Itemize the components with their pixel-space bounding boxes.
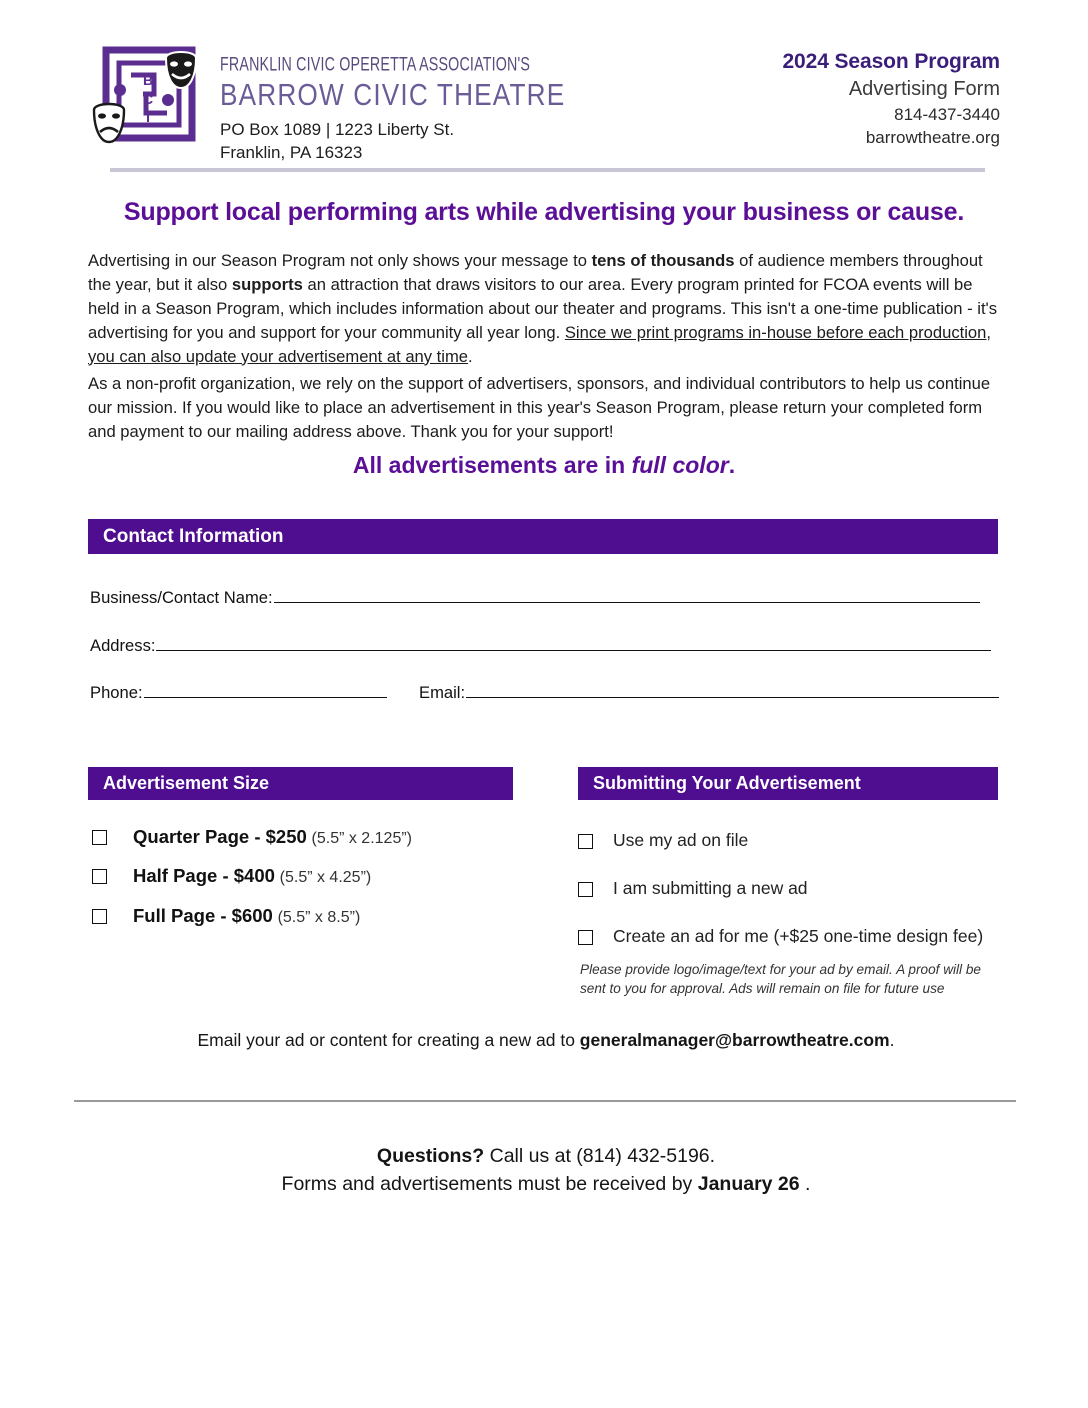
create-ad-for-me-label: Create an ad for me (+$25 one-time design fee) — [613, 926, 984, 946]
submitting-advertisement-options — [578, 830, 1008, 999]
quarter-page-name: Quarter Page - $250 — [133, 826, 307, 847]
brand-association-line: FRANKLIN CIVIC OPERETTA ASSOCIATION'S — [220, 54, 531, 76]
submit-option-new-ad[interactable] — [578, 878, 1008, 899]
address-field[interactable] — [90, 634, 991, 656]
color-heading-before: All advertisements are in — [352, 452, 632, 478]
questions-phone-text: Call us at (814) 432-5196. — [484, 1145, 716, 1167]
document-footer — [88, 1142, 1004, 1199]
business-contact-name-label: Business/Contact Name: — [90, 587, 273, 607]
header-right-block — [782, 42, 1000, 148]
email-instruction-line — [88, 1030, 1004, 1051]
header-website: barrowtheatre.org — [865, 128, 1000, 148]
svg-text:C: C — [142, 91, 154, 107]
deadline-after: . — [799, 1173, 811, 1196]
email-instruction-after: . — [889, 1030, 895, 1050]
brand-address-line-1: PO Box 1089 | 1223 Liberty St. — [220, 120, 455, 139]
brand-theatre-name: BARROW CIVIC THEATRE — [220, 78, 566, 112]
footer-deadline-line — [88, 1170, 1004, 1198]
bct-logo-icon — [88, 42, 206, 154]
ad-size-option-quarter[interactable] — [92, 826, 562, 848]
advertisement-size-label: Advertisement Size — [103, 773, 270, 793]
brand-block — [88, 42, 576, 165]
email-input[interactable] — [466, 681, 999, 698]
brand-address-line-2: Franklin, PA 16323 — [220, 143, 363, 163]
submit-option-on-file[interactable] — [578, 830, 1008, 851]
svg-text:B: B — [142, 72, 154, 88]
half-page-name: Half Page - $400 — [133, 865, 275, 887]
color-heading-italic: full color — [631, 452, 729, 478]
contact-information-header — [88, 519, 998, 554]
para1-seg3: an attraction that draws visitors to our area. Every program printed for FCOA events will be held in a Season Program, which includes information about our theater and programs. This isn't a one-time publication - it's advertising for you and support for your community all year long. — [88, 274, 998, 342]
form-subtitle: Advertising Form — [848, 77, 1000, 100]
full-page-name: Full Page - $600 — [133, 904, 273, 926]
para1-seg1: Advertising in our Season Program not only shows your message to — [88, 251, 592, 270]
questions-label: Questions? — [376, 1145, 485, 1167]
submitting-new-ad-label: I am submitting a new ad — [613, 878, 808, 898]
header-phone: 814-437-3440 — [894, 105, 1000, 125]
quarter-page-dims: (5.5” x 2.125”) — [311, 830, 412, 847]
email-field[interactable] — [419, 681, 999, 703]
full-page-dims: (5.5” x 8.5”) — [277, 908, 361, 926]
address-input[interactable] — [156, 634, 991, 651]
page-title: Support local performing arts while advertising your business or cause. — [123, 198, 965, 226]
email-label: Email: — [419, 682, 466, 702]
color-heading-after: . — [728, 452, 736, 478]
phone-label: Phone: — [90, 682, 143, 702]
deadline-date: January 26 — [697, 1173, 800, 1196]
business-contact-name-input[interactable] — [274, 586, 980, 603]
use-ad-on-file-label: Use my ad on file — [613, 830, 749, 850]
para1-bold-supports: supports — [231, 274, 303, 294]
checkbox-full-page[interactable] — [92, 909, 107, 924]
footer-divider — [74, 1100, 1016, 1102]
full-color-heading — [88, 452, 1000, 479]
checkbox-quarter-page[interactable] — [92, 830, 107, 845]
document-header — [88, 42, 1000, 162]
header-divider — [110, 168, 985, 172]
checkbox-create-ad-for-me[interactable] — [578, 930, 593, 945]
brand-text-block — [220, 42, 576, 165]
phone-field[interactable] — [90, 681, 387, 703]
checkbox-submitting-new-ad[interactable] — [578, 882, 593, 897]
para1-underlined-clause: Since we print programs in-house before each production, you can also update your advertisement at any time — [88, 322, 991, 366]
nonprofit-paragraph: As a non-profit organization, we rely on the support of advertisers, sponsors, and individual contributors to help us continue our mission. If you would like to place an advertisement in this year's Season Program, please return your completed form and payment to our mailing address above. Thank you for your support! — [88, 374, 991, 441]
email-instruction-before: Email your ad or content for creating a new ad to — [197, 1030, 580, 1050]
business-contact-name-field[interactable] — [90, 586, 980, 608]
address-label: Address: — [90, 635, 156, 655]
half-page-dims: (5.5” x 4.25”) — [279, 869, 372, 887]
para1-seg2: of audience members throughout the year, but it also — [88, 251, 983, 294]
para1-seg4: . — [468, 346, 473, 366]
advertisement-size-options — [92, 826, 562, 944]
deadline-before: Forms and advertisements must be received by — [281, 1173, 698, 1196]
ad-size-option-full[interactable] — [92, 905, 562, 927]
svg-text:T: T — [143, 109, 153, 125]
intro-paragraph — [88, 249, 1004, 368]
advertisement-size-header — [88, 767, 513, 800]
footer-questions-line — [88, 1142, 1004, 1170]
checkbox-use-ad-on-file[interactable] — [578, 834, 593, 849]
submitting-advertisement-label: Submitting Your Advertisement — [593, 773, 861, 793]
submit-option-create-ad[interactable] — [578, 926, 1008, 947]
ad-size-option-half[interactable] — [92, 865, 562, 887]
contact-information-label: Contact Information — [103, 525, 284, 547]
general-manager-email[interactable]: generalmanager@barrowtheatre.com — [579, 1030, 890, 1050]
para1-bold-tens: tens of thousands — [591, 251, 735, 270]
submitting-advertisement-header — [578, 767, 998, 800]
program-title: 2024 Season Program — [782, 50, 1000, 73]
submitting-note: Please provide logo/image/text for your ad by email. A proof will be sent to you for approval. Ads will remain on file for future use — [580, 962, 981, 997]
phone-input[interactable] — [144, 681, 387, 698]
checkbox-half-page[interactable] — [92, 869, 107, 884]
